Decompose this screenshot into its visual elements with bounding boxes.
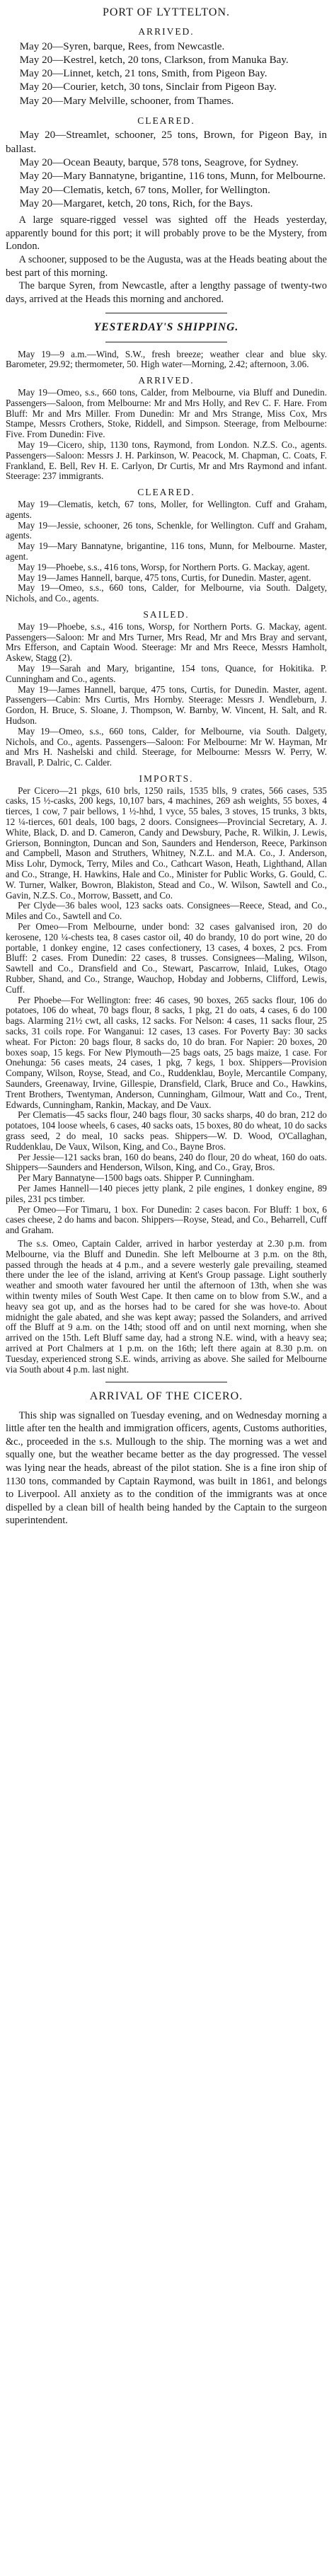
port-arrival-entry: May 20—Kestrel, ketch, 20 tons, Clarkson, from Manuka Bay. (19, 54, 289, 66)
port-note: A large square-rigged vessel was sighted off the Heads yesterday, apparently bound for this port; it will probably prove to be the Mystery, from London. (6, 214, 327, 253)
port-arrival-entry: May 20—Syren, barque, Rees, from Newcastle. (19, 40, 225, 52)
shipping-cleared-entry: May 19—Omeo, s.s., 660 tons, Calder, for Melbourne, via South. Dalgety, Nichols, and Co., agents. (6, 582, 327, 604)
shipping-arrival-entry: May 19—Omeo, s.s., 660 tons, Calder, from Melbourne, via Bluff and Dunedin. Passengers—Saloon, from Melbourne: Mr and Mrs Holly, and Rev C. F. Hare. From Bluff: Mr and Mrs Miller. From Dunedin: Mr and Mrs Strange, Miss Cox, Mrs Stampe, Messrs Crothers, Stoke, Riddell, and Simpson. Steerage, from Melbourne: Five. From Dunedin: Five. (6, 387, 327, 440)
shipping-sailed-entry: May 19—Omeo, s.s., 660 tons, Calder, for Melbourne, via South. Dalgety, Nichols, and Co., agents. Passengers—Saloon: For Melbourne: Mr W. Hayman, Mr and Mrs H. Nashelski and child. Steerage, for Melbourne: Messrs W. Perry, W. Bravall, P. Dalric, C. Calder. (6, 725, 327, 768)
cleared-heading: CLEARED. (137, 115, 195, 127)
imports-entry: Per Phoebe—For Wellington: free: 46 cases, 90 boxes, 265 sacks flour, 106 do potatoes, 106 do wheat, 70 bags flour, 8 sacks, 1 pkg, 21 do oats, 4 cases, 6 do 100 bags. Alarming 21½ cwt, all casks, 12 sacks. For Nelson: 4 cases, 11 sacks flour, 25 sacks, 31 coils rope. For Wanganui: 12 cases, 13 cases. For Poverty Bay: 30 sacks wheat. For Picton: 20 bags flour, 8 sacks do, 10 do bran. For Napier: 20 boxes, 20 boxes soap, 15 kegs. For New Plymouth—25 bags oats, 25 bags maize, 1 case. For Onehunga: 56 cases meats, 24 cases, 1 pkg, 7 kegs, 1 box. Shippers—Provision Company, Wilson, Royse, Stead, and Co., Ruddenklau, Boyle, Mercantile Company, Saunders, Greenaway, Irvine, Gillespie, Dransfield, Clark, Bruce and Co., Hawkins, Trent Brothers, Twentyman, Anderson, Cunningham, Gilmour, Watt and Co., Trent, Edwards, Cunningham, Rankin, Mackay, and De Vaux. (6, 994, 327, 1110)
imports-entry: Per Omeo—From Melbourne, under bond: 32 cases galvanised iron, 20 do kerosene, 120 ¼-chests tea, 8 cases castor oil, 40 do brandy, 10 do port wine, 20 do portable, 1 donkey engine, 12 cases confectionery, 13 cases, 4 boxes, 2 pcs. From Bluff: 2 cases. From Dunedin: 22 cases, 8 trusses. Consignees—Maling, Wilson, Sawtell and Co., Dransfield and Co., Stewart, Pascarrow, Inlaid, Lukes, Otago Rubber, Shand, and Co., Strange, Wauchop, Hobday and Jobberns, Clifford, Lewis, Cuff. (6, 921, 327, 995)
imports-entry: Per Jessie—121 sacks bran, 160 do beans, 240 do flour, 20 do wheat, 160 do oats. Shippers—Saunders and Henderson, Wilson, King, and Co., Gray, Bros. (6, 1151, 327, 1173)
shipping-sailed-entry: May 19—Sarah and Mary, brigantine, 154 tons, Quance, for Hokitika. P. Cunningham and Co., agents. (6, 662, 327, 684)
port-cleared-entry: May 20—Clematis, ketch, 67 tons, Moller, for Wellington. (19, 184, 270, 196)
shipping-sailed-heading: SAILED. (143, 608, 190, 620)
shipping-report (6, 350, 327, 1375)
shipping-heading: YESTERDAY'S SHIPPING. (93, 321, 239, 334)
port-note: A schooner, supposed to be the Augusta, was at the Heads beating about the best part of this morning. (6, 253, 327, 279)
port-arrival-entry: May 20—Linnet, ketch, 21 tons, Smith, from Pigeon Bay. (19, 68, 267, 80)
cicero-report: This ship was signalled on Tuesday evening, and on Wednesday morning a little after ten the health and immigration officers, agents, Customs authorities, &c., proceeded in the s.s. Mullough to the ship. The morning was a wet and squally one, but the weather became better as the day progressed. The vessel was lying near the heads, abreast of the pilot station. She is a fine iron ship of 1130 tons, commanded by Captain Raymond, was built in 1861, and belongs to Liverpool. All anxiety as to the condition of the immigrants was at once dispelled by a clean bill of health being handed by the Captain to the surgeon superintendent. (6, 1409, 327, 1527)
imports-heading: IMPORTS. (139, 773, 194, 784)
imports-entry: Per James Hannell—140 pieces jetty plank, 2 pile engines, 1 donkey engine, 89 piles, 231 pcs timber. (6, 1182, 327, 1204)
shipping-arrival-entry: May 19—Cicero, ship, 1130 tons, Raymond, from London. N.Z.S. Co., agents. Passengers—Saloon: Messrs J. H. Parkinson, W. Peacock, M. Chapman, C. Coats, F. Frankland, E. Bell, Rev H. E. Carlyon, Dr Curtis, Mr and Mrs Raymond and infant. Steerage: 237 immigrants. (6, 439, 327, 482)
shipping-cleared-entry: May 19—Mary Bannatyne, brigantine, 116 tons, Munn, for Melbourne. Master, agent. (6, 541, 327, 562)
imports-entry: Per Mary Bannatyne—1500 bags oats. Shipper P. Cunningham. (18, 1172, 255, 1184)
port-cleared-entry: May 20—Margaret, ketch, 20 tons, Rich, for the Bays. (19, 197, 253, 209)
port-cleared-entry: May 20—Mary Bannatyne, brigantine, 116 tons, Munn, for Melbourne. (19, 171, 326, 183)
shipping-cleared-heading: CLEARED. (137, 487, 195, 498)
weather-report: May 19—9 a.m.—Wind, S.W., fresh breeze; weather clear and blue sky. Barometer, 29.92; thermometer, 50. High water—Morning, 2.42; afternoon, 3.06. (6, 348, 327, 370)
shipping-cleared-entry: May 19—Phoebe, s.s., 416 tons, Worsp, for Northern Ports. G. Mackay, agent. (18, 561, 310, 572)
port-arrival-entry: May 20—Courier, ketch, 30 tons, Sinclair from Pigeon Bay. (19, 81, 277, 93)
imports-entry: Per Clyde—36 bales wool, 123 sacks oats. Consignees—Reece, Stead, and Co., Miles and Co., Sawtell and Co. (6, 900, 327, 922)
port-cleared-entry: May 20—Ocean Beauty, barque, 578 tons, Seagrove, for Sydney. (19, 156, 299, 168)
omeo-voyage-report: The s.s. Omeo, Captain Calder, arrived in harbor yesterday at 2.30 p.m. from Melbourne, via the Bluff and Dunedin. She left Melbourne at 3 p.m. on the 8th, passed through the heads at 4 p.m., and a severe westerly gale prevailing, steamed there under the lee of the island, arriving at Kent's Group passage. Light southerly weather and smooth water favoured her until the afternoon of 13th, when she was within twenty miles of South West Cape. It then came on to blow from S.W., and a heavy sea got up, and as the horses had to be cared for she was hove-to. About midnight the gale abated, and she was kept away; passed the Solanders, and arrived off the Bluff at 9 a.m. on the 14th; stood off and on until next morning, when she arrived on the 15th. Left Bluff same day, had a strong N.E. wind, with a heavy sea; arrived at Port Chalmers at 1 p.m. on the 16th; left there again at 8.30 p.m. on Tuesday, experienced strong S.E. winds, arriving as above. She sailed for Melbourne via South about 4 p.m. last night. (6, 1237, 327, 1375)
imports-entry: Per Omeo—For Timaru, 1 box. For Dunedin: 2 cases bacon. For Bluff: 1 box, 6 cases cheese, 2 do hams and bacon. Shippers—Royse, Stead, and Co., Beharrell, Cuff and Graham. (6, 1203, 327, 1236)
shipping-cleared-entry: May 19—Clematis, ketch, 67 tons, Moller, for Wellington. Cuff and Graham, agents. (6, 498, 327, 520)
port-arrival-entry: May 20—Mary Melville, schooner, from Thames. (19, 95, 234, 107)
shipping-sailed-entry: May 19—James Hannell, barque, 475 tons, Curtis, for Dunedin. Master, agent. Passengers—Cabin: Mrs Curtis, Mrs Hornby. Steerage: Messrs J. Wendleburn, J. Gordon, H. Bruce, S. Sloane, J. Thompson, W. Barnby, W. Vincent, H. Salt, and R. Hudson. (6, 683, 327, 726)
arrived-heading: ARRIVED. (138, 26, 195, 37)
shipping-sailed-entry: May 19—Phoebe, s.s., 416 tons, Worsp, for Northern Ports. G. Mackay, agent. Passengers—Saloon: Mr and Mrs Turner, Mrs Read, Mr and Mrs Bray and servant, Mrs Efferson, and Captain Wood. Steerage: Mr and Mrs Reece, Messrs Hamholt, Askew, Stagg (2). (6, 620, 327, 664)
imports-entry: Per Clematis—45 sacks flour, 240 bags flour, 30 sacks sharps, 40 do bran, 212 do potatoes, 104 loose wheels, 6 cases, 40 sacks oats, 15 boxes, 80 do wheat, 10 do sacks grass seed, 2 do meal, 10 sacks peas. Shippers—W. D. Wood, O'Callaghan, Ruddenklau, De Vaux, Wilson, King, and Co., Bayne Bros. (6, 1109, 327, 1152)
shipping-cleared-entry: May 19—James Hannell, barque, 475 tons, Curtis, for Dunedin. Master, agent. (18, 572, 311, 583)
port-cleared-entry: May 20—Streamlet, schooner, 25 tons, Brown, for Pigeon Bay, in ballast. (6, 129, 327, 155)
shipping-cleared-entry: May 19—Jessie, schooner, 26 tons, Schenkle, for Wellington. Cuff and Graham, agents. (6, 519, 327, 541)
shipping-arrived-heading: ARRIVED. (138, 375, 195, 386)
port-heading: PORT OF LYTTELTON. (102, 6, 231, 18)
imports-entry: Per Cicero—21 pkgs, 610 brls, 1250 rails, 1535 blls, 9 crates, 566 cases, 535 casks, 15 ½-casks, 200 kegs, 10,107 bars, 4 machines, 269 ash weights, 55 boxes, 4 tierces, 1 cow, 7 pair bellows, 1 ½-hhd, 1 vyce, 55 bales, 3 stoves, 15 trunks, 3 bkts, 12 ¼-tierces, 601 deals, 100 bags, 2 doors. Consignees—Provincial Secretary, A. J. White, Black, D. and D. Cameron, Candy and Dewsbury, Pache, R. Wilkin, J. Lewis, Grierson, Bonnington, Duncan and Son, Saunders and Henderson, Reece, Parkinson and Campbell, Mason and Struthers, Whitney, N.Z.L. and M.A. Co., J. Anderson, Miss Lohr, Dymock, Terry, Miles and Co., Cathcart Wason, Heath, Lighthand, Allan and Co., Strange, H. Hawkins, Hale and Co., Minister for Public Works, G. Gould, C. W. Turner, Walker, Bowron, Blakiston, Stead and Co., W. Wilson, Sawtell and Co., Gavin, N.Z.S. Co., Morrow, Bassett, and Co. (6, 785, 327, 901)
cicero-heading: ARRIVAL OF THE CICERO. (89, 1390, 243, 1403)
port-note: The barque Syren, from Newcastle, after a lengthy passage of twenty-two days, arrived at the Heads this morning and anchored. (6, 280, 327, 305)
